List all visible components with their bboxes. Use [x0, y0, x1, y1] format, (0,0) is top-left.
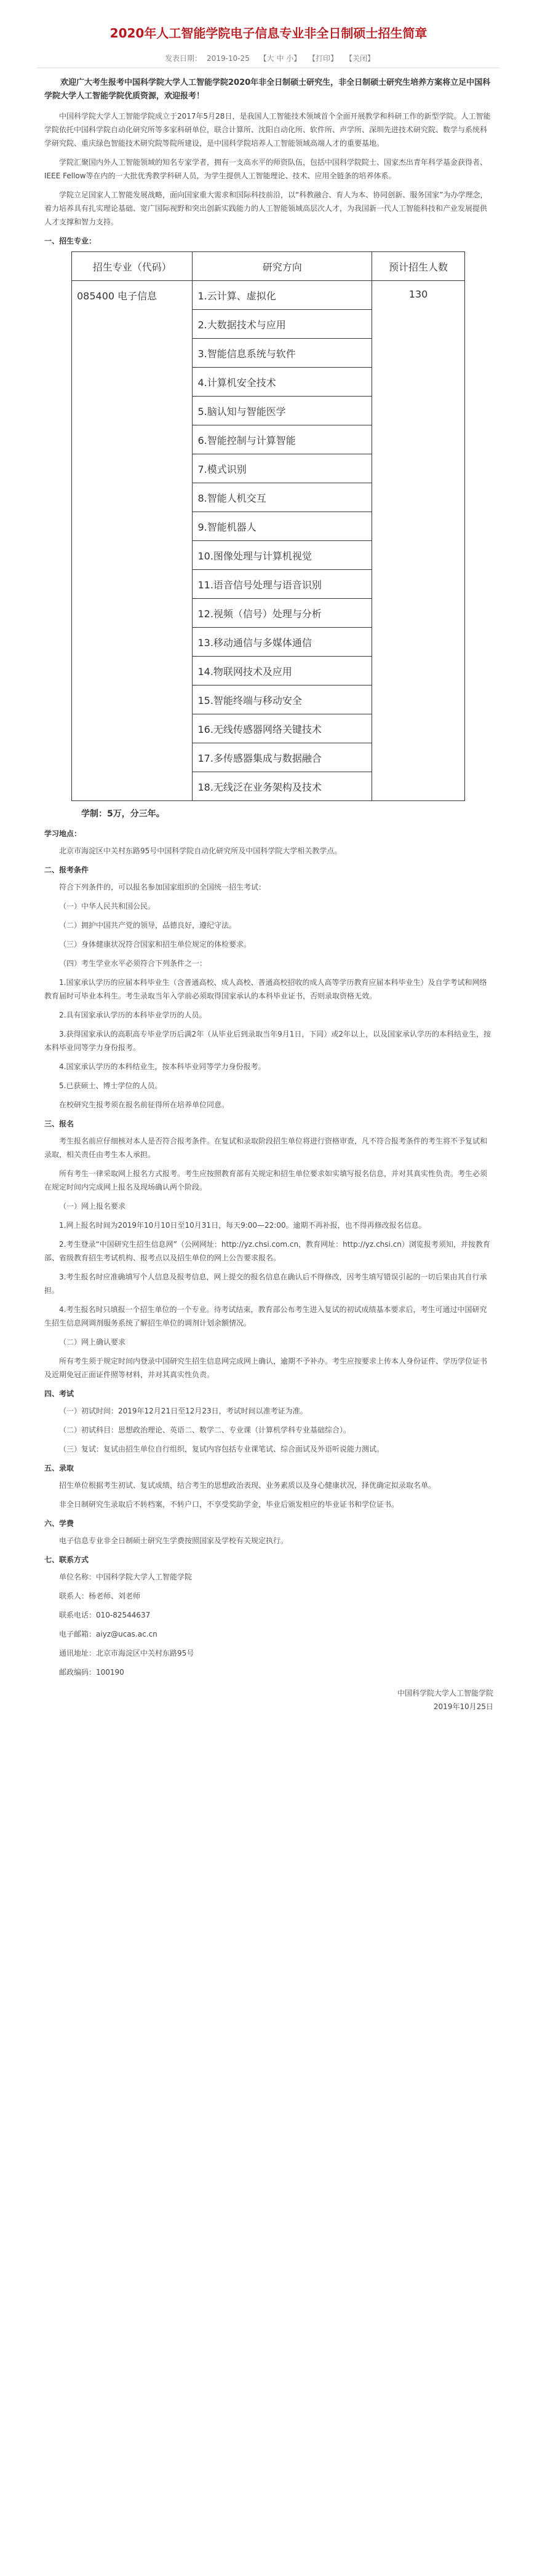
- close-link[interactable]: 【关闭】: [344, 54, 375, 63]
- direction-cell: 3.智能信息系统与软件: [193, 339, 372, 368]
- article-meta: [0, 53, 537, 63]
- direction-cell: 1.云计算、虚拟化: [193, 281, 372, 310]
- header-direction: 研究方向: [193, 252, 372, 281]
- direction-cell: 17.多传感器集成与数据融合: [193, 743, 372, 772]
- direction-cell: 11.语音信号处理与语音识别: [193, 570, 372, 599]
- direction-cell: 12.视频（信号）处理与分析: [193, 599, 372, 628]
- signup-paragraph: 考生报名前应仔细核对本人是否符合报考条件。在复试和录取阶段招生单位将进行资格审查，凡不符合报考条件的考生将不予复试和录取，相关责任由考生本人承担。: [44, 1137, 488, 1159]
- apply-item: 1.国家承认学历的应届本科毕业生（含普通高校、成人高校、普通高校招收的成人高等学历教育应届本科毕业生）及自学考试和网络教育届时可毕业本科生。考生录取当年入学前必须取得国家承认的本科毕业证书，否则录取资格无效。: [44, 978, 487, 1000]
- direction-cell: 2.大数据技术与应用: [193, 310, 372, 339]
- date-label: 发表日期： 2019-10-25: [165, 54, 250, 63]
- signup-paragraph: 所有考生一律采取网上报名方式报考。考生应按照教育部有关规定和招生单位要求如实填写报名信息，并对其真实性负责。考生必须在规定时间内完成网上报名及现场确认两个阶段。: [44, 1169, 488, 1191]
- table-header-row: [72, 252, 465, 281]
- signup-paragraph: 1.网上报名时间为2019年10月10日至10月31日，每天9:00—22:00。逾期不再补报，也不得再修改报名信息。: [59, 1221, 426, 1230]
- contact-item: 联系人：杨老师、刘老师: [59, 1592, 141, 1600]
- admit-paragraph: 非全日制研究生录取后不转档案，不转户口，不享受奖助学金，毕业后颁发相应的毕业证书和学位证书。: [59, 1500, 399, 1509]
- direction-cell: 7.模式识别: [193, 454, 372, 483]
- signup-paragraph: 3.考生报名时应准确填写个人信息及报考信息，网上提交的报名信息在确认后不得修改，因考生填写错误引起的一切后果由其自行承担。: [44, 1273, 487, 1295]
- header-major: 招生专业（代码）: [72, 252, 193, 281]
- footer-org: 中国科学院大学人工智能学院: [397, 1689, 493, 1697]
- section-exam: 四、考试: [44, 1389, 74, 1398]
- direction-cell: 8.智能人机交互: [193, 483, 372, 512]
- section-signup: 三、报名: [44, 1120, 74, 1128]
- signup-paragraph: 所有考生须于规定时间内登录中国研究生招生信息网完成网上确认，逾期不予补办。考生应按要求上传本人身份证件、学历学位证书及近期免冠正面证件照等材料，并对其真实性负责。: [44, 1357, 488, 1379]
- signup-paragraph: 4.考生报名时只填报一个招生单位的一个专业。待考试结束，教育部公布考生进入复试的初试成绩基本要求后，考生可通过中国研究生招生信息网调剂服务系统了解招生单位的调剂计划余额情况。: [44, 1305, 487, 1327]
- apply-item: 3.获得国家承认的高职高专毕业学历后满2年（从毕业后到录取当年9月1日，下同）或2年以上，以及国家承认学历的本科结业生，按本科毕业同等学力身份报考。: [44, 1030, 491, 1052]
- intro-paragraph: 中国科学院大学人工智能学院成立于2017年5月28日，是我国人工智能技术领域首个全面开展教学和科研工作的新型学院。人工智能学院依托中国科学院自动化研究所等多家科研单位，联合计算所、沈阳自动化所、软件所、声学所、深圳先进技术研究院、数学与系统科学研究院、重庆绿色智能技术研究院等院所建设，是中国科学院培养人工智能领域高端人才的重要基地。: [44, 112, 491, 148]
- program-table: [71, 251, 465, 801]
- direction-cell: 5.脑认知与智能医学: [193, 397, 372, 425]
- exam-paragraph: （三）复试：复试由招生单位自行组织，复试内容包括专业课笔试、综合面试及外语听说能力测试。: [59, 1445, 384, 1453]
- article-title: 2020年人工智能学院电子信息专业非全日制硕士招生简章: [109, 26, 428, 41]
- direction-cell: 9.智能机器人: [193, 512, 372, 541]
- apply-item: （三）身体健康状况符合国家和招生单位规定的体检要求。: [59, 940, 252, 949]
- direction-cell: 13.移动通信与多媒体通信: [193, 628, 372, 657]
- admit-paragraph: 招生单位根据考生初试、复试成绩，结合考生的思想政治表现、业务素质以及身心健康状况，择优确定拟录取名单。: [59, 1481, 436, 1490]
- direction-cell: 15.智能终端与移动安全: [193, 685, 372, 714]
- section-place: 学习地点：: [44, 829, 82, 838]
- exam-paragraph: （二）初试科目：思想政治理论、英语二、数学二、专业课（计算机学科专业基础综合）。: [59, 1426, 351, 1434]
- contact-item: 邮政编码：100190: [59, 1668, 124, 1677]
- footer: [44, 1686, 493, 1713]
- contact-item: 电子邮箱：aiyz@ucas.ac.cn: [59, 1630, 157, 1638]
- lead-paragraph: 欢迎广大考生报考中国科学院大学人工智能学院2020年非全日制硕士研究生，非全日制硕士研究生培养方案将立足中国科学院大学人工智能学院优质资源，欢迎报考！: [44, 78, 491, 101]
- apply-item: （四）考生学业水平必须符合下列条件之一：: [59, 959, 207, 968]
- print-link[interactable]: 【打印】: [308, 54, 338, 63]
- major-cell: 085400 电子信息: [72, 281, 193, 801]
- direction-cell: 10.图像处理与计算机视觉: [193, 541, 372, 570]
- signup-paragraph: （二）网上确认要求: [59, 1338, 126, 1346]
- article-body: [44, 76, 493, 1713]
- section-fee: 六、学费: [44, 1519, 74, 1528]
- font-size-switch[interactable]: 【大 中 小】: [259, 54, 301, 63]
- section-apply: 二、报考条件: [44, 866, 89, 874]
- apply-item: 5.已获硕士、博士学位的人员。: [59, 1081, 162, 1090]
- signup-paragraph: （一）网上报名要求: [59, 1202, 126, 1211]
- section-admit: 五、录取: [44, 1464, 74, 1472]
- intro-paragraph: 学院立足国家人工智能发展战略，面向国家重大需求和国际科技前沿，以“科教融合、育人为本、协同创新、服务国家”为办学理念，着力培养具有扎实理论基础、宽广国际视野和突出创新实践能力的人工智能领域高层次人才，为我国新一代人工智能科技和产业发展提供人才支撑和智力支持。: [44, 191, 488, 226]
- apply-item: 在校研究生报考须在报名前征得所在培养单位同意。: [59, 1100, 229, 1109]
- direction-cell: 16.无线传感器网络关键技术: [193, 714, 372, 743]
- intro-paragraph: 学院汇聚国内外人工智能领域的知名专家学者，拥有一支高水平的师资队伍，包括中国科学院院士、国家杰出青年科学基金获得者、IEEE Fellow等在内的一大批优秀教学科研人员，为学生提供人工智能理论、技术、应用全链条的培养体系。: [44, 158, 488, 180]
- table-row: [72, 281, 465, 310]
- count-cell: 130: [372, 281, 465, 801]
- direction-cell: 4.计算机安全技术: [193, 368, 372, 397]
- exam-paragraph: （一）初试时间：2019年12月21日至12月23日，考试时间以准考证为准。: [59, 1407, 308, 1415]
- header-count: 预计招生人数: [372, 252, 465, 281]
- place-paragraph: 北京市海淀区中关村东路95号中国科学院自动化研究所及中国科学院大学相关教学点。: [59, 847, 342, 855]
- signup-paragraph: 2.考生登录“中国研究生招生信息网”（公网网址：http://yz.chsi.com.cn，教育网址：http://yz.chsi.cn）浏览报考须知，并按教育部、省级教育招生考试机构、报考点以及招生单位的网上公告要求报名。: [44, 1240, 490, 1262]
- apply-item: （二）拥护中国共产党的领导，品德良好，遵纪守法。: [59, 921, 237, 930]
- direction-cell: 6.智能控制与计算智能: [193, 425, 372, 454]
- fee-paragraph: 电子信息专业非全日制硕士研究生学费按照国家及学校有关规定执行。: [59, 1536, 288, 1545]
- study-note: 学制：5万，分三年。: [81, 809, 165, 819]
- section-contact: 七、联系方式: [44, 1555, 89, 1564]
- contact-item: 联系电话：010-82544637: [59, 1611, 151, 1619]
- footer-date: 2019年10月25日: [433, 1702, 493, 1711]
- section-major: 一、招生专业：: [44, 237, 97, 245]
- direction-cell: 14.物联网技术及应用: [193, 657, 372, 685]
- apply-intro: 符合下列条件的，可以报名参加国家组织的全国统一招生考试：: [59, 883, 266, 891]
- contact-item: 单位名称：中国科学院大学人工智能学院: [59, 1573, 193, 1581]
- apply-item: 4.国家承认学历的本科结业生，按本科毕业同等学力身份报考。: [59, 1062, 266, 1071]
- direction-cell: 18.无线泛在业务架构及技术: [193, 772, 372, 801]
- apply-item: 2.具有国家承认学历的本科毕业学历的人员。: [59, 1011, 207, 1019]
- contact-item: 通讯地址：北京市海淀区中关村东路95号: [59, 1649, 194, 1657]
- apply-item: （一）中华人民共和国公民。: [59, 902, 156, 911]
